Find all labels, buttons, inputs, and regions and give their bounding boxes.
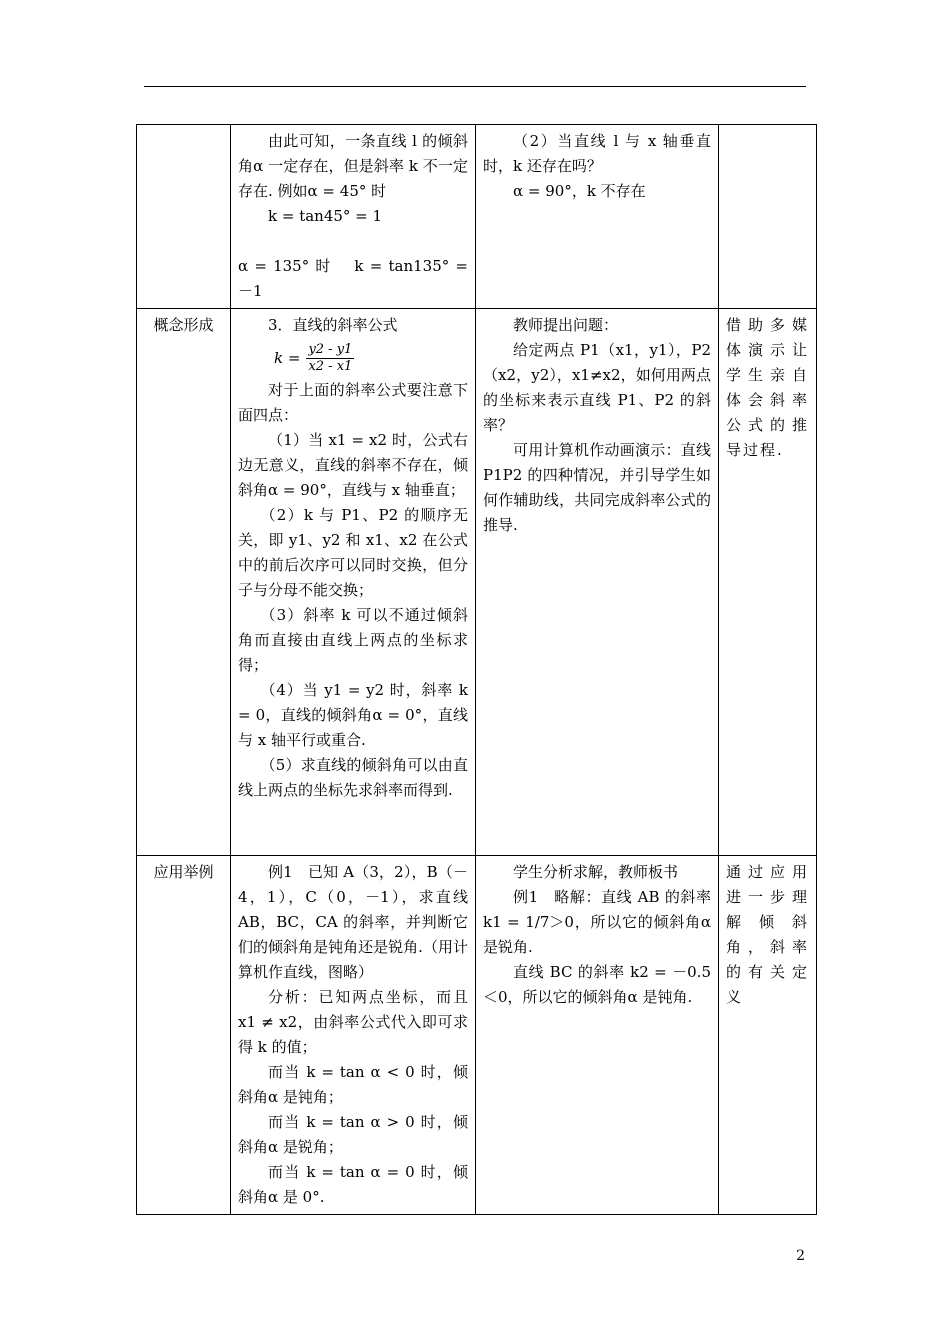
content-paragraph: （5）求直线的倾斜角可以由直线上两点的坐标先求斜率而得到. <box>238 756 468 799</box>
activity-paragraph: 给定两点 P1（x1，y1），P2（x2，y2），x1≠x2，如何用两点的坐标来表示直线 P1、P2 的斜率？ <box>483 341 711 434</box>
stage-cell: 概念形成 <box>137 309 231 856</box>
formula-lhs: k = <box>274 348 301 367</box>
header-rule <box>144 86 806 87</box>
content-paragraph: 而当 k = tan α = 0 时，倾斜角α 是 0°. <box>238 1163 468 1206</box>
activity-paragraph: 可用计算机作动画演示：直线 P1P2 的四种情况，并引导学生如何作辅助线，共同完成斜率公式的推导. <box>483 441 711 534</box>
activity-paragraph: 教师提出问题： <box>513 316 619 334</box>
purpose-cell <box>719 856 817 1215</box>
activity-paragraph: 直线 BC 的斜率 k2 = －0.5＜0，所以它的倾斜角α 是钝角. <box>483 963 711 1006</box>
content-paragraph: 而当 k = tan α > 0 时，倾斜角α 是锐角； <box>238 1113 468 1156</box>
content-paragraph: k = tan45° = 1 <box>268 207 383 225</box>
activity-cell <box>476 309 719 856</box>
activity-paragraph: 例1 略解：直线 AB 的斜率 k1 = 1/7＞0，所以它的倾斜角α 是锐角. <box>483 888 711 956</box>
blank-line <box>238 229 468 254</box>
content-cell <box>231 856 476 1215</box>
activity-cell <box>476 856 719 1215</box>
table-row <box>137 856 817 1215</box>
purpose-text: 借助多媒体演示让学生亲自体会斜率公式的推导过程. <box>726 316 809 459</box>
page-number: 2 <box>796 1248 805 1264</box>
activity-paragraph: α = 90°，k 不存在 <box>513 182 646 200</box>
formula-numerator: y2 - y1 <box>308 341 353 357</box>
content-paragraph: （2）k 与 P1、P2 的顺序无关，即 y1、y2 和 x1、x2 在公式中的前后次序可以同时交换，但分子与分母不能交换； <box>238 506 468 599</box>
content-paragraph: 由此可知，一条直线 l 的倾斜角α 一定存在，但是斜率 k 不一定存在. 例如α = 45° 时 <box>238 132 468 200</box>
content-paragraph: 而当 k = tan α < 0 时，倾斜角α 是钝角； <box>238 1063 468 1106</box>
content-paragraph: 分析：已知两点坐标，而且 x1 ≠ x2，由斜率公式代入即可求得 k 的值； <box>238 988 468 1056</box>
stage-cell <box>137 125 231 309</box>
purpose-text: 通过应用进一步理解倾斜角，斜率的有关定义 <box>726 863 809 1006</box>
content-paragraph: （1）当 x1 = x2 时，公式右边无意义，直线的斜率不存在，倾斜角α = 90°，直线与 x 轴垂直； <box>238 431 468 499</box>
content-cell <box>231 309 476 856</box>
content-cell <box>231 125 476 309</box>
stage-cell: 应用举例 <box>137 856 231 1215</box>
activity-paragraph: （2）当直线 l 与 x 轴垂直时，k 还存在吗？ <box>483 132 711 175</box>
table-row <box>137 309 817 856</box>
lesson-table <box>136 124 817 1215</box>
purpose-cell <box>719 309 817 856</box>
content-title: 3．直线的斜率公式 <box>268 316 398 334</box>
content-paragraph: （3）斜率 k 可以不通过倾斜角而直接由直线上两点的坐标求得； <box>238 606 468 674</box>
activity-paragraph: 学生分析求解，教师板书 <box>513 863 679 881</box>
content-paragraph: （4）当 y1 = y2 时，斜率 k = 0，直线的倾斜角α = 0°，直线与 x 轴平行或重合. <box>238 681 468 749</box>
table-row <box>137 125 817 309</box>
purpose-cell <box>719 125 817 309</box>
formula-fraction <box>306 342 354 375</box>
content-paragraph: 对于上面的斜率公式要注意下面四点： <box>238 381 468 424</box>
content-paragraph: α = 135° 时 k = tan135° = －1 <box>238 257 468 300</box>
content-paragraph: 例1 已知 A（3，2），B（－4，1），C（0，－1），求直线 AB，BC，CA 的斜率，并判断它们的倾斜角是钝角还是锐角.（用计算机作直线，图略） <box>238 863 468 981</box>
formula-denominator: x2 - x1 <box>308 358 353 374</box>
activity-cell <box>476 125 719 309</box>
slope-formula <box>274 338 468 378</box>
